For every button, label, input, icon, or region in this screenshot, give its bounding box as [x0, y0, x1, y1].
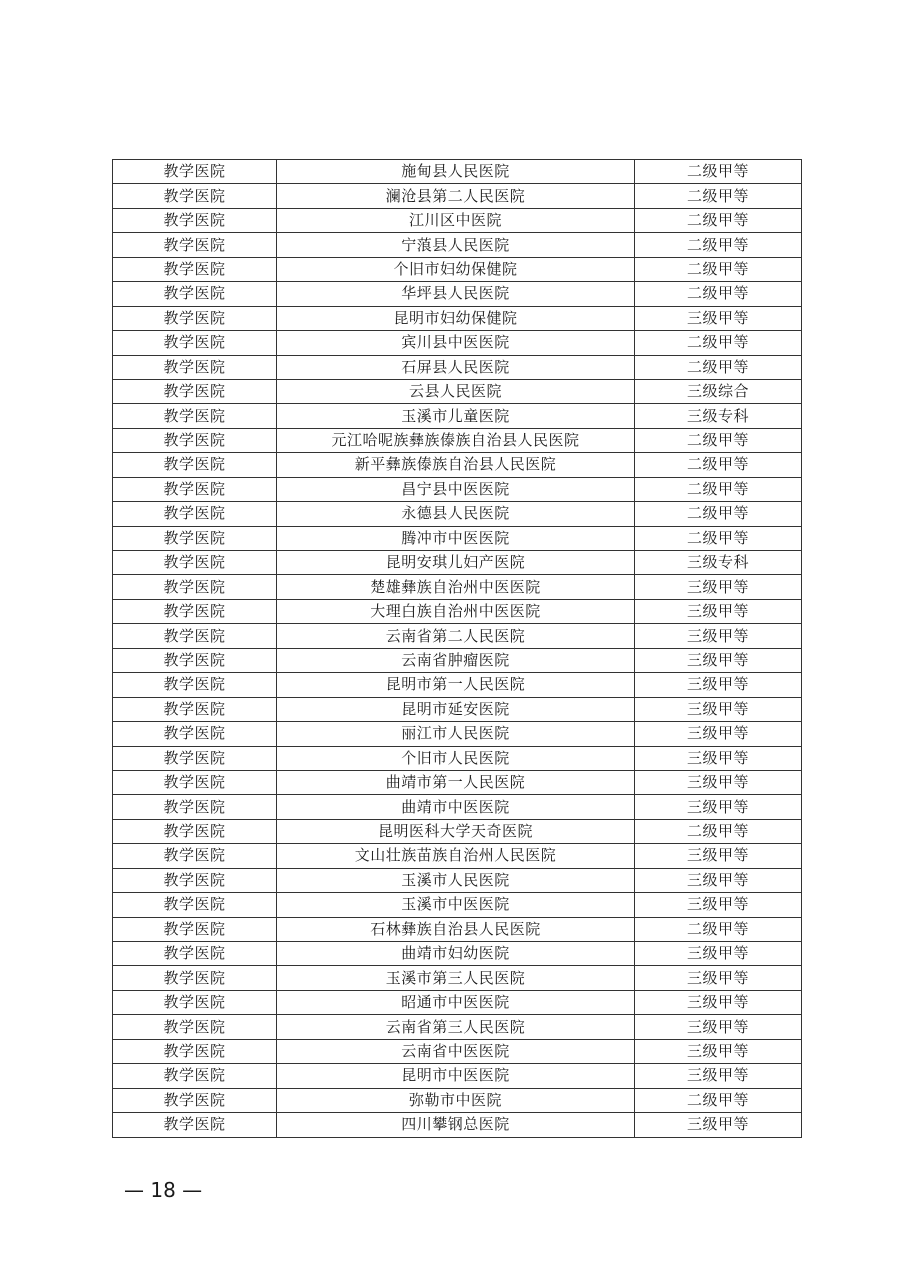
hospital-name-cell: 华坪县人民医院	[277, 282, 635, 306]
hospital-type-cell: 教学医院	[113, 184, 277, 208]
hospital-grade-cell: 三级综合	[635, 379, 802, 403]
hospital-name-cell: 丽江市人民医院	[277, 722, 635, 746]
table-row	[113, 990, 802, 1014]
hospital-grade-cell: 二级甲等	[635, 428, 802, 452]
table-row	[113, 819, 802, 843]
hospital-name-cell: 昆明市妇幼保健院	[277, 306, 635, 330]
table-row	[113, 355, 802, 379]
hospital-type-cell: 教学医院	[113, 1113, 277, 1137]
hospital-grade-cell: 三级甲等	[635, 893, 802, 917]
hospital-name-cell: 云南省中医医院	[277, 1039, 635, 1063]
hospital-type-cell: 教学医院	[113, 599, 277, 623]
hospital-grade-cell: 三级甲等	[635, 697, 802, 721]
hospital-type-cell: 教学医院	[113, 257, 277, 281]
table-row	[113, 233, 802, 257]
hospital-type-cell: 教学医院	[113, 1015, 277, 1039]
table-row	[113, 184, 802, 208]
hospital-name-cell: 昆明市中医医院	[277, 1064, 635, 1088]
hospital-name-cell: 文山壮族苗族自治州人民医院	[277, 844, 635, 868]
hospital-grade-cell: 三级甲等	[635, 648, 802, 672]
hospital-name-cell: 昆明安琪儿妇产医院	[277, 551, 635, 575]
hospital-grade-cell: 三级甲等	[635, 795, 802, 819]
hospital-type-cell: 教学医院	[113, 551, 277, 575]
table-row	[113, 502, 802, 526]
hospital-name-cell: 弥勒市中医院	[277, 1088, 635, 1112]
table-row	[113, 551, 802, 575]
hospital-name-cell: 昌宁县中医医院	[277, 477, 635, 501]
hospital-type-cell: 教学医院	[113, 379, 277, 403]
hospital-type-cell: 教学医院	[113, 306, 277, 330]
table-row	[113, 526, 802, 550]
hospital-type-cell: 教学医院	[113, 355, 277, 379]
hospital-grade-cell: 三级甲等	[635, 624, 802, 648]
table-row	[113, 208, 802, 232]
table-row	[113, 428, 802, 452]
hospital-grade-cell: 三级甲等	[635, 1015, 802, 1039]
hospital-type-cell: 教学医院	[113, 233, 277, 257]
hospital-type-cell: 教学医院	[113, 917, 277, 941]
hospital-type-cell: 教学医院	[113, 746, 277, 770]
hospital-grade-cell: 三级甲等	[635, 942, 802, 966]
hospital-grade-cell: 三级甲等	[635, 599, 802, 623]
hospital-type-cell: 教学医院	[113, 844, 277, 868]
hospital-grade-cell: 三级甲等	[635, 966, 802, 990]
hospital-name-cell: 云南省肿瘤医院	[277, 648, 635, 672]
table-row	[113, 379, 802, 403]
hospital-type-cell: 教学医院	[113, 942, 277, 966]
hospital-grade-cell: 二级甲等	[635, 819, 802, 843]
table-row	[113, 599, 802, 623]
hospital-grade-cell: 三级甲等	[635, 722, 802, 746]
table-row	[113, 746, 802, 770]
hospital-grade-cell: 三级甲等	[635, 746, 802, 770]
hospital-grade-cell: 二级甲等	[635, 917, 802, 941]
hospital-name-cell: 永德县人民医院	[277, 502, 635, 526]
hospital-type-cell: 教学医院	[113, 1088, 277, 1112]
table-row	[113, 160, 802, 184]
hospital-name-cell: 楚雄彝族自治州中医医院	[277, 575, 635, 599]
hospital-grade-cell: 三级甲等	[635, 673, 802, 697]
table-row	[113, 1039, 802, 1063]
hospital-type-cell: 教学医院	[113, 502, 277, 526]
hospital-name-cell: 澜沧县第二人民医院	[277, 184, 635, 208]
hospital-name-cell: 曲靖市中医医院	[277, 795, 635, 819]
table-row	[113, 453, 802, 477]
hospital-name-cell: 昆明市第一人民医院	[277, 673, 635, 697]
table-row	[113, 1088, 802, 1112]
hospital-grade-cell: 二级甲等	[635, 1088, 802, 1112]
hospital-name-cell: 元江哈呢族彝族傣族自治县人民医院	[277, 428, 635, 452]
hospital-name-cell: 石屏县人民医院	[277, 355, 635, 379]
hospital-name-cell: 云县人民医院	[277, 379, 635, 403]
hospital-name-cell: 江川区中医院	[277, 208, 635, 232]
hospital-grade-cell: 三级甲等	[635, 770, 802, 794]
table-row	[113, 404, 802, 428]
hospital-grade-cell: 三级甲等	[635, 1113, 802, 1137]
hospital-grade-cell: 二级甲等	[635, 477, 802, 501]
table-row	[113, 648, 802, 672]
hospital-type-cell: 教学医院	[113, 893, 277, 917]
table-row	[113, 624, 802, 648]
hospital-name-cell: 曲靖市妇幼医院	[277, 942, 635, 966]
hospital-grade-cell: 二级甲等	[635, 453, 802, 477]
hospital-name-cell: 玉溪市人民医院	[277, 868, 635, 892]
hospital-name-cell: 云南省第二人民医院	[277, 624, 635, 648]
hospital-type-cell: 教学医院	[113, 282, 277, 306]
table-row	[113, 282, 802, 306]
hospital-type-cell: 教学医院	[113, 673, 277, 697]
hospital-grade-cell: 三级甲等	[635, 990, 802, 1014]
hospital-grade-cell: 二级甲等	[635, 502, 802, 526]
hospital-type-cell: 教学医院	[113, 1064, 277, 1088]
hospital-type-cell: 教学医院	[113, 160, 277, 184]
hospital-grade-cell: 三级甲等	[635, 844, 802, 868]
table-row	[113, 795, 802, 819]
hospital-type-cell: 教学医院	[113, 453, 277, 477]
hospital-grade-cell: 二级甲等	[635, 160, 802, 184]
hospital-table	[112, 159, 802, 1138]
hospital-name-cell: 玉溪市中医医院	[277, 893, 635, 917]
table-row	[113, 917, 802, 941]
hospital-grade-cell: 二级甲等	[635, 355, 802, 379]
table-row	[113, 1015, 802, 1039]
hospital-name-cell: 个旧市人民医院	[277, 746, 635, 770]
hospital-name-cell: 宁蒗县人民医院	[277, 233, 635, 257]
hospital-grade-cell: 二级甲等	[635, 526, 802, 550]
hospital-name-cell: 曲靖市第一人民医院	[277, 770, 635, 794]
table-row	[113, 893, 802, 917]
hospital-name-cell: 昆明医科大学天奇医院	[277, 819, 635, 843]
table-row	[113, 477, 802, 501]
hospital-type-cell: 教学医院	[113, 526, 277, 550]
hospital-type-cell: 教学医院	[113, 428, 277, 452]
hospital-name-cell: 玉溪市第三人民医院	[277, 966, 635, 990]
hospital-type-cell: 教学医院	[113, 331, 277, 355]
hospital-name-cell: 新平彝族傣族自治县人民医院	[277, 453, 635, 477]
hospital-name-cell: 昆明市延安医院	[277, 697, 635, 721]
hospital-grade-cell: 三级甲等	[635, 306, 802, 330]
hospital-grade-cell: 二级甲等	[635, 233, 802, 257]
table-row	[113, 673, 802, 697]
table-row	[113, 844, 802, 868]
hospital-name-cell: 四川攀钢总医院	[277, 1113, 635, 1137]
table-row	[113, 770, 802, 794]
hospital-grade-cell: 三级甲等	[635, 575, 802, 599]
hospital-name-cell: 云南省第三人民医院	[277, 1015, 635, 1039]
hospital-grade-cell: 三级专科	[635, 404, 802, 428]
table-row	[113, 697, 802, 721]
table-row	[113, 868, 802, 892]
page-number: — 18 —	[124, 1178, 203, 1202]
hospital-name-cell: 玉溪市儿童医院	[277, 404, 635, 428]
table-row	[113, 331, 802, 355]
table-row	[113, 575, 802, 599]
hospital-grade-cell: 二级甲等	[635, 282, 802, 306]
hospital-grade-cell: 三级甲等	[635, 1039, 802, 1063]
hospital-grade-cell: 二级甲等	[635, 331, 802, 355]
hospital-name-cell: 腾冲市中医医院	[277, 526, 635, 550]
table-row	[113, 1113, 802, 1137]
hospital-type-cell: 教学医院	[113, 966, 277, 990]
hospital-grade-cell: 二级甲等	[635, 184, 802, 208]
hospital-type-cell: 教学医院	[113, 770, 277, 794]
hospital-grade-cell: 二级甲等	[635, 257, 802, 281]
hospital-type-cell: 教学医院	[113, 868, 277, 892]
hospital-type-cell: 教学医院	[113, 404, 277, 428]
table-row	[113, 966, 802, 990]
hospital-name-cell: 施甸县人民医院	[277, 160, 635, 184]
hospital-type-cell: 教学医院	[113, 1039, 277, 1063]
hospital-type-cell: 教学医院	[113, 722, 277, 746]
hospital-type-cell: 教学医院	[113, 819, 277, 843]
table-row	[113, 1064, 802, 1088]
hospital-type-cell: 教学医院	[113, 990, 277, 1014]
hospital-type-cell: 教学医院	[113, 575, 277, 599]
hospital-type-cell: 教学医院	[113, 208, 277, 232]
table-row	[113, 306, 802, 330]
hospital-grade-cell: 三级甲等	[635, 1064, 802, 1088]
hospital-grade-cell: 三级专科	[635, 551, 802, 575]
hospital-grade-cell: 三级甲等	[635, 868, 802, 892]
table-row	[113, 942, 802, 966]
hospital-grade-cell: 二级甲等	[635, 208, 802, 232]
hospital-type-cell: 教学医院	[113, 477, 277, 501]
hospital-name-cell: 宾川县中医医院	[277, 331, 635, 355]
hospital-type-cell: 教学医院	[113, 795, 277, 819]
hospital-name-cell: 昭通市中医医院	[277, 990, 635, 1014]
hospital-type-cell: 教学医院	[113, 648, 277, 672]
hospital-name-cell: 石林彝族自治县人民医院	[277, 917, 635, 941]
table-row	[113, 257, 802, 281]
hospital-name-cell: 个旧市妇幼保健院	[277, 257, 635, 281]
hospital-type-cell: 教学医院	[113, 624, 277, 648]
table-row	[113, 722, 802, 746]
hospital-name-cell: 大理白族自治州中医医院	[277, 599, 635, 623]
hospital-type-cell: 教学医院	[113, 697, 277, 721]
table-body	[113, 160, 802, 1138]
